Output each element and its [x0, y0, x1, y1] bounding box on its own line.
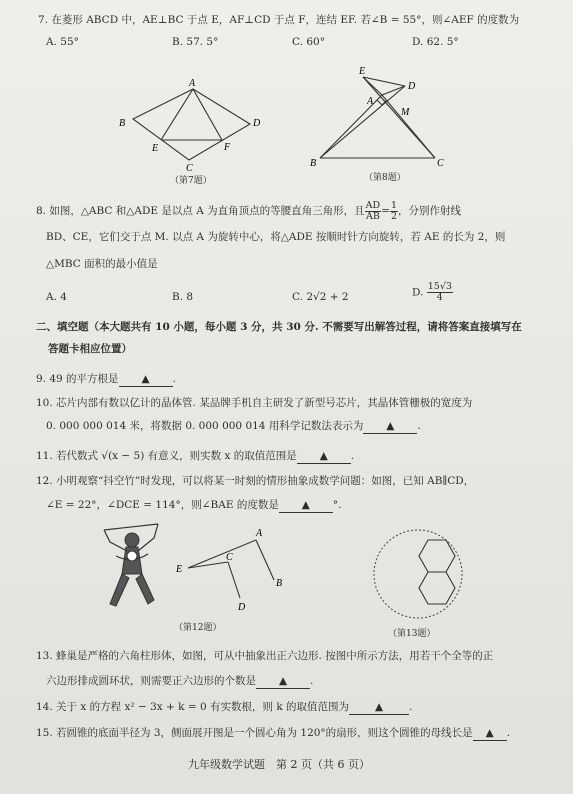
q8-option-a: A. 4: [46, 291, 67, 303]
q12-line1: 12. 小明观察“抖空竹”时发现，可以将某一时刻的情形抽象成数学问题：如图，已知 AB∥CD，: [36, 475, 475, 487]
q7-point-e: E: [152, 143, 159, 154]
q7-option-a: A. 55°: [46, 36, 79, 48]
q13-text: 六边形排成圆环状，则需要正六边形的个数是: [46, 675, 256, 687]
q9-post: .: [172, 373, 176, 385]
q7-point-b: B: [119, 118, 126, 129]
q8-line1-post: ，分别作射线: [397, 205, 461, 217]
q7-figure-caption: （第7题）: [170, 176, 212, 186]
q10-text: 0. 000 000 014 米，将数据 0. 000 000 014 用科学记数法表示为: [46, 420, 364, 432]
q8-point-m: M: [401, 107, 410, 118]
q12-point-c: C: [226, 552, 233, 563]
q8-point-c: C: [437, 158, 444, 169]
q14-answer-blank: ▲: [349, 700, 409, 715]
q8-line1: [36, 199, 461, 223]
q8-option-d-fraction: [427, 282, 453, 303]
q8-point-a: A: [367, 96, 374, 107]
q7-point-c: C: [186, 163, 193, 174]
q13-figure-caption: （第13题）: [388, 629, 436, 639]
q9: [36, 372, 176, 387]
q8-option-d-den: 4: [436, 292, 443, 303]
q12-point-d: D: [238, 602, 246, 613]
section2-heading-line2: 答题卡相应位置）: [48, 343, 132, 355]
q8-line3: △MBC 面积的最小值是: [46, 258, 158, 270]
q12-text: ∠E = 22°，∠DCE = 114°，则∠BAE 的度数是: [46, 499, 279, 511]
q10-answer-blank: ▲: [363, 419, 417, 434]
q13-hexagon-ring-figure: [366, 522, 470, 626]
q8-option-d-label: D.: [412, 286, 424, 299]
q8-point-e: E: [359, 66, 366, 77]
q13-post: .: [310, 675, 314, 687]
q9-text: 9. 49 的平方根是: [36, 373, 119, 385]
page-footer: 九年级数学试题 第 2 页（共 6 页）: [188, 758, 370, 771]
q8-triangles-figure: [310, 62, 460, 170]
q12-point-b: B: [276, 578, 283, 589]
q7-point-d: D: [253, 118, 261, 129]
q7-option-c: C. 60°: [292, 36, 325, 48]
q15: [36, 726, 510, 741]
q12-figure-caption: （第12题）: [174, 623, 222, 633]
q14: [36, 700, 412, 715]
q10-line1: 10. 芯片内部有数以亿计的晶体管. 某品牌手机自主研发了新型号芯片，其晶体管栅极的宽度为: [36, 397, 473, 409]
q13-line1: 13. 蜂巢是严格的六角柱形体，如图，可从中抽象出正六边形. 按图中所示方法，用若干个全等的正: [36, 650, 494, 662]
q12-point-a: A: [256, 528, 263, 539]
q11-post: .: [350, 450, 355, 462]
q7-rhombus-figure: [110, 72, 270, 182]
q15-post: .: [506, 727, 511, 739]
q8-option-b: B. 8: [172, 291, 194, 303]
q8-half-den: 2: [390, 210, 397, 222]
q7-point-a: A: [189, 78, 196, 89]
q12-post: °.: [332, 499, 342, 511]
q14-post: .: [409, 701, 413, 713]
q12-point-e: E: [176, 564, 183, 575]
q14-text: 14. 关于 x 的方程 x² − 3x + k = 0 有实数根，则 k 的取值范围为: [36, 701, 350, 713]
section2-heading-line1: 二、填空题（本大题共有 10 小题，每小题 3 分，共 30 分. 不需要写出解答过程，请将答案直接填写在: [36, 321, 522, 333]
q8-frac-den: AB: [365, 210, 380, 222]
q15-text: 15. 若圆锥的底面半径为 3，侧面展开图是一个圆心角为 120°的扇形，则这个圆锥的母线长是: [36, 727, 473, 739]
q8-option-d-num: 15√3: [427, 281, 452, 292]
q10-line2: [46, 419, 421, 434]
q8-figure-caption: （第8题）: [364, 173, 406, 183]
kongzhu-player-illustration: [96, 516, 168, 614]
q11: [36, 449, 354, 464]
q11-text: 11. 若代数式 √(x − 5) 有意义，则实数 x 的取值范围是: [36, 450, 297, 462]
q8-half-num: 1: [390, 199, 397, 211]
q8-line2: BD、CE，它们交于点 M. 以点 A 为旋转中心，将△ADE 按顺时针方向旋转，若 AE 的长为 2，则: [46, 231, 506, 243]
q13-answer-blank: ▲: [256, 674, 310, 689]
q8-point-b: B: [310, 158, 317, 169]
q12-geometry-figure: [170, 520, 300, 616]
q7-stem: 7. 在菱形 ABCD 中，AE⊥BC 于点 E，AF⊥CD 于点 F，连结 EF. 若∠B = 55°，则∠AEF 的度数为: [38, 14, 520, 26]
q8-half-fraction: [390, 201, 398, 222]
q11-answer-blank: ▲: [297, 449, 351, 464]
q12-answer-blank: ▲: [279, 498, 333, 513]
q9-answer-blank: ▲: [119, 372, 173, 387]
q8-ratio-fraction: [365, 201, 381, 222]
q8-option-c: C. 2√2 + 2: [292, 291, 349, 303]
q7-point-f: F: [224, 142, 231, 153]
q8-option-d: [412, 282, 453, 303]
q12-line2: [46, 498, 341, 513]
q13-line2: [46, 674, 313, 689]
q7-option-b: B. 57. 5°: [172, 36, 219, 48]
q8-point-d: D: [408, 81, 416, 92]
q15-answer-blank: ▲: [473, 726, 507, 741]
q7-option-d: D. 62. 5°: [412, 36, 459, 48]
q8-line1-text: 8. 如图，△ABC 和△ADE 是以点 A 为直角顶点的等腰直角三角形，且: [36, 205, 365, 217]
q8-equals: =: [381, 205, 390, 217]
q8-frac-num: AD: [365, 199, 381, 211]
q10-post: .: [417, 420, 421, 432]
